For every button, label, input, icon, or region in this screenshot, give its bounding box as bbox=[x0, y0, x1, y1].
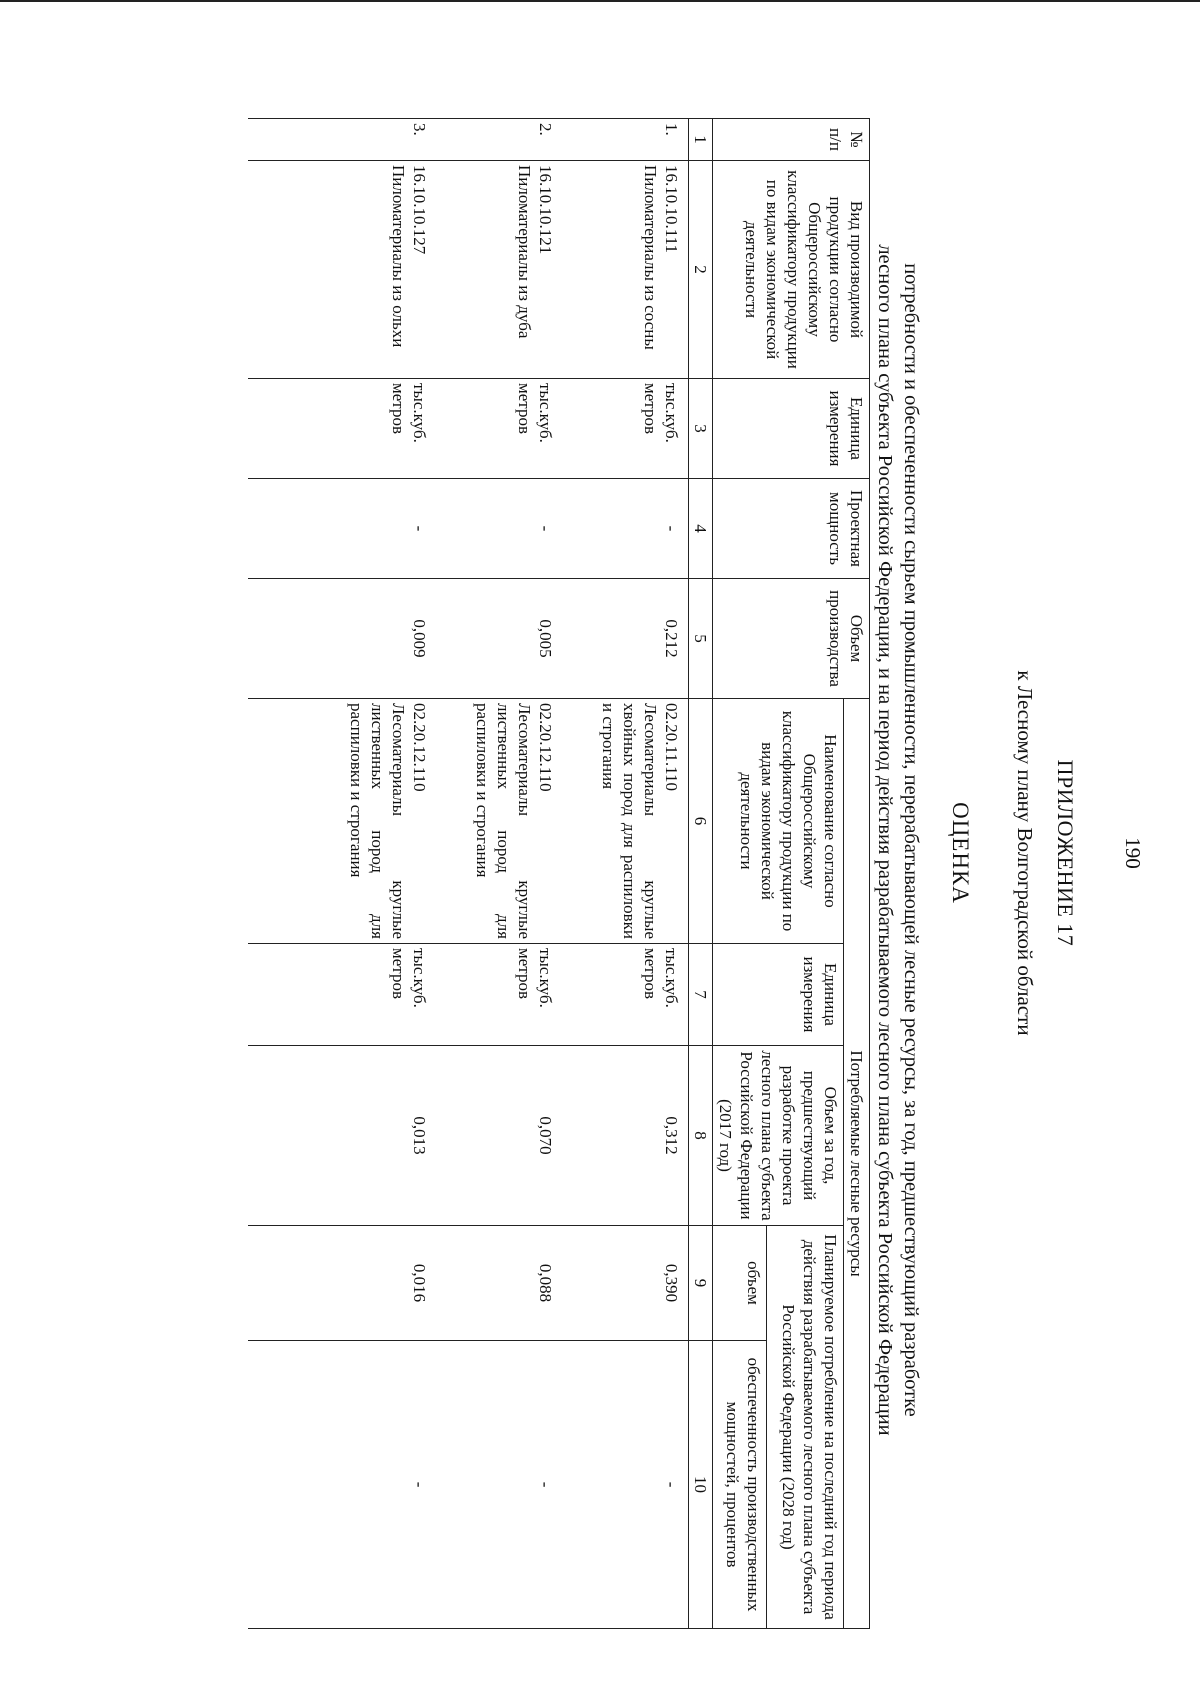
product-name: Пиломатериалы из ольхи bbox=[389, 165, 408, 348]
header-product-type: Вид производимой продукции согласно Общероссийскому классификатору продукции по видам экономической деятельности bbox=[713, 161, 870, 379]
header-num: № п/п bbox=[713, 119, 870, 161]
row-num: 1. bbox=[562, 119, 689, 161]
capacity-cell: - bbox=[562, 479, 689, 579]
assessment-table bbox=[248, 118, 870, 1629]
column-number: 2 bbox=[689, 161, 713, 379]
header-consumed-prev-volume: Объем за год, предшествующий разработке проекта лесного плана субъекта Российской Федерации (2017 год) bbox=[713, 1046, 844, 1226]
planned-supply-cell: - bbox=[248, 1341, 436, 1629]
header-planned-volume: объем bbox=[713, 1226, 767, 1341]
column-number: 5 bbox=[689, 579, 713, 699]
product-cell bbox=[248, 161, 436, 379]
product-cell bbox=[436, 161, 562, 379]
resource-cell bbox=[248, 699, 436, 944]
prev-volume-cell: 0,013 bbox=[248, 1046, 436, 1226]
row-num: 3. bbox=[248, 119, 436, 161]
resource-code: 02.20.12.110 bbox=[536, 703, 555, 792]
product-code: 16.10.10.111 bbox=[662, 165, 681, 253]
row-num: 2. bbox=[436, 119, 562, 161]
resource-name: Лесоматериалы круглые хвойных пород для распиловки и строгания bbox=[599, 703, 660, 939]
resource-unit-cell: тыс.куб. метров bbox=[248, 944, 436, 1046]
header-planned-supply: обеспеченность производственных мощностей, процентов bbox=[713, 1341, 767, 1629]
unit-cell: тыс.куб. метров bbox=[248, 379, 436, 479]
prev-volume-cell: 0,070 bbox=[436, 1046, 562, 1226]
resource-code: 02.20.11.110 bbox=[662, 703, 681, 791]
resource-code: 02.20.12.110 bbox=[410, 703, 429, 792]
document-description bbox=[872, 90, 924, 1590]
product-code: 16.10.10.121 bbox=[536, 165, 555, 255]
resource-cell bbox=[436, 699, 562, 944]
description-line-2: лесного плана субъекта Российской Федерации, и на период действия разрабатываемого лесного плана субъекта Российской Федерации bbox=[874, 244, 896, 1436]
unit-cell: тыс.куб. метров bbox=[436, 379, 562, 479]
column-number: 9 bbox=[689, 1226, 713, 1341]
header-capacity: Проектная мощность bbox=[713, 479, 870, 579]
planned-volume-cell: 0,390 bbox=[562, 1226, 689, 1341]
resource-name: Лесоматериалы круглые лиственных пород для распиловки и строгания bbox=[347, 703, 408, 939]
header-consumed-unit: Единица измерения bbox=[713, 944, 844, 1046]
planned-supply-cell: - bbox=[436, 1341, 562, 1629]
description-line-1: потребности и обеспеченности сырьем промышленности, перерабатывающей лесные ресурсы, за год, предшествующий разработке bbox=[900, 263, 922, 1417]
header-row-1 bbox=[844, 119, 870, 1629]
page-number: 190 bbox=[1121, 837, 1145, 869]
prev-volume-cell: 0,312 bbox=[562, 1046, 689, 1226]
column-number: 3 bbox=[689, 379, 713, 479]
column-number: 7 bbox=[689, 944, 713, 1046]
capacity-cell: - bbox=[436, 479, 562, 579]
header-consumed-name: Наименование согласно Общероссийскому классификатору продукции по видам экономической деятельности bbox=[713, 699, 844, 944]
product-cell bbox=[562, 161, 689, 379]
product-code: 16.10.10.127 bbox=[410, 165, 429, 255]
column-number-row bbox=[689, 119, 713, 1629]
product-name: Пиломатериалы из дуба bbox=[515, 165, 534, 339]
column-number: 1 bbox=[689, 119, 713, 161]
table-row bbox=[248, 119, 436, 1629]
production-volume-cell: 0,212 bbox=[562, 579, 689, 699]
product-name: Пиломатериалы из сосны bbox=[641, 165, 660, 350]
capacity-cell: - bbox=[248, 479, 436, 579]
document-title: ОЦЕНКА bbox=[948, 802, 973, 904]
table-row bbox=[436, 119, 562, 1629]
unit-cell: тыс.куб. метров bbox=[562, 379, 689, 479]
header-consumed-resources: Потребляемые лесные ресурсы bbox=[844, 699, 870, 1629]
header-unit: Единица измерения bbox=[713, 379, 870, 479]
header-planned-consumption: Планируемое потребление на последний год периода действия разрабатываемого лесного плана субъекта Российской Федерации (2028 год) bbox=[766, 1226, 843, 1629]
column-number: 8 bbox=[689, 1046, 713, 1226]
production-volume-cell: 0,009 bbox=[248, 579, 436, 699]
production-volume-cell: 0,005 bbox=[436, 579, 562, 699]
planned-volume-cell: 0,088 bbox=[436, 1226, 562, 1341]
planned-volume-cell: 0,016 bbox=[248, 1226, 436, 1341]
table-row bbox=[562, 119, 689, 1629]
resource-unit-cell: тыс.куб. метров bbox=[436, 944, 562, 1046]
column-number: 6 bbox=[689, 699, 713, 944]
resource-cell bbox=[562, 699, 689, 944]
appendix-subtitle: к Лесному плану Волгоградской области bbox=[1013, 670, 1037, 1036]
resource-unit-cell: тыс.куб. метров bbox=[562, 944, 689, 1046]
planned-supply-cell: - bbox=[562, 1341, 689, 1629]
appendix-label: ПРИЛОЖЕНИЕ 17 bbox=[1053, 759, 1078, 947]
resource-name: Лесоматериалы круглые лиственных пород для распиловки и строгания bbox=[473, 703, 534, 939]
column-number: 10 bbox=[689, 1341, 713, 1629]
header-production-volume: Объем производства bbox=[713, 579, 870, 699]
column-number: 4 bbox=[689, 479, 713, 579]
